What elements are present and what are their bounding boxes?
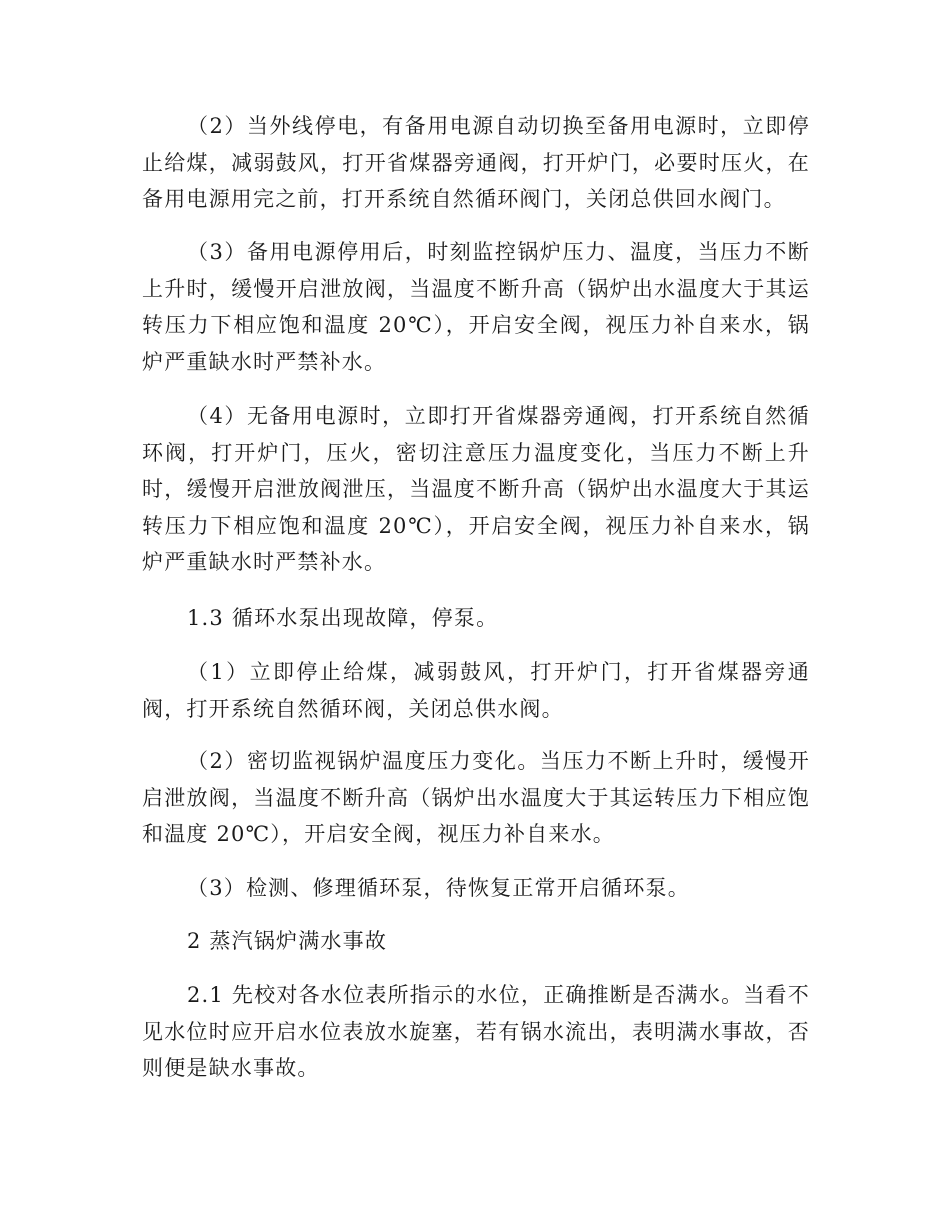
section-heading-circulation-pump: 1.3 循环水泵出现故障，停泵。 — [187, 606, 499, 630]
paragraph-backup-power-stopped: （3）备用电源停用后，时刻监控锅炉压力、温度，当压力不断上升时，缓慢开启泄放阀，当温度不断升高（锅炉出水温度大于其运转压力下相应饱和温度 20℃），开启安全阀，视压力补自来水，锅炉严重缺水时严禁补水。 — [142, 240, 810, 374]
paragraph-repair-pump: （3）检测、修理循环泵，待恢复正常开启循环泵。 — [187, 876, 690, 900]
paragraph-monitor-temperature-pressure: （2）密切监视锅炉温度压力变化。当压力不断上升时，缓慢开启泄放阀，当温度不断升高（锅炉出水温度大于其运转压力下相应饱和温度 20℃），开启安全阀，视压力补自来水。 — [142, 749, 810, 846]
paragraph-stop-feeding-coal: （1）立即停止给煤，减弱鼓风，打开炉门，打开省煤器旁通阀，打开系统自然循环阀，关闭总供水阀。 — [142, 660, 810, 721]
paragraph-check-water-level: 2.1 先校对各水位表所指示的水位，正确推断是否满水。当看不见水位时应开启水位表放水旋塞，若有锅水流出，表明满水事故，否则便是缺水事故。 — [142, 983, 810, 1080]
section-heading-boiler-overflow: 2 蒸汽锅炉满水事故 — [187, 929, 388, 953]
paragraph-power-outage-backup: （2）当外线停电，有备用电源自动切换至备用电源时，立即停止给煤，减弱鼓风，打开省煤器旁通阀，打开炉门，必要时压火，在备用电源用完之前，打开系统自然循环阀门，关闭总供回水阀门。 — [142, 114, 810, 211]
paragraph-no-backup-power: （4）无备用电源时，立即打开省煤器旁通阀，打开系统自然循环阀，打开炉门，压火，密切注意压力温度变化，当压力不断上升时，缓慢开启泄放阀泄压，当温度不断升高（锅炉出水温度大于其运转压力下相应饱和温度 20℃），开启安全阀，视压力补自来水，锅炉严重缺水时严禁补水。 — [142, 404, 810, 574]
